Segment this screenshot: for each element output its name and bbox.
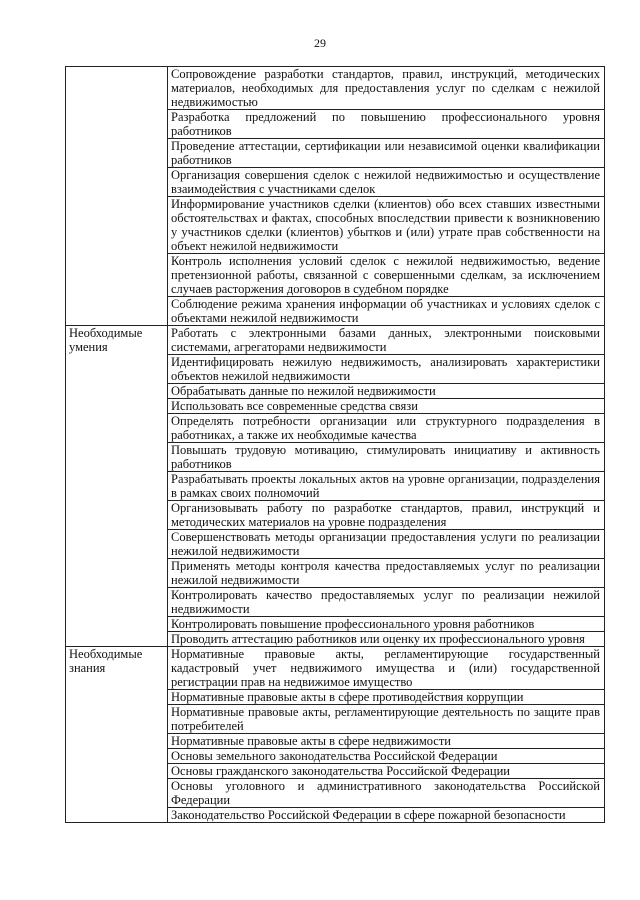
table-row — [66, 67, 605, 110]
requirement-item: Нормативные правовые акты, регламентирующие деятельность по защите прав потребителей — [168, 705, 605, 734]
requirement-item: Основы уголовного и административного законодательства Российской Федерации — [168, 779, 605, 808]
requirement-item: Проведение аттестации, сертификации или независимой оценки квалификации работников — [168, 139, 605, 168]
requirement-item: Идентифицировать нежилую недвижимость, анализировать характеристики объектов нежилой недвижимости — [168, 355, 605, 384]
requirements-table-body — [66, 67, 605, 823]
section-label: Необходимые умения — [66, 326, 168, 647]
requirement-item: Разрабатывать проекты локальных актов на уровне организации, подразделения в рамках своих полномочий — [168, 472, 605, 501]
table-row — [66, 326, 605, 355]
requirement-item: Соблюдение режима хранения информации об участниках и условиях сделок с объектами нежилой недвижимости — [168, 297, 605, 326]
requirement-item: Нормативные правовые акты в сфере противодействия коррупции — [168, 690, 605, 705]
requirement-item: Совершенствовать методы организации предоставления услуги по реализации нежилой недвижимости — [168, 530, 605, 559]
requirement-item: Сопровождение разработки стандартов, правил, инструкций, методических материалов, необходимых для предоставления услуг по сделкам с нежилой недвижимостью — [168, 67, 605, 110]
requirement-item: Работать с электронными базами данных, электронными поисковыми системами, агрегаторами недвижимости — [168, 326, 605, 355]
requirement-item: Контроль исполнения условий сделок с нежилой недвижимостью, ведение претензионной работы, связанной с совершенными сделкам, за исключением случаев расторжения договоров в судебном порядке — [168, 254, 605, 297]
requirement-item: Контролировать качество предоставляемых услуг по реализации нежилой недвижимости — [168, 588, 605, 617]
section-label — [66, 67, 168, 326]
requirement-item: Контролировать повышение профессионального уровня работников — [168, 617, 605, 632]
requirement-item: Основы гражданского законодательства Российской Федерации — [168, 764, 605, 779]
requirement-item: Информирование участников сделки (клиентов) обо всех ставших известными обстоятельствах и фактах, способных впоследствии привести к возникновению у участников сделки (клиентов) убытков и (или) утрате прав собственности на объект нежилой недвижимости — [168, 197, 605, 254]
requirement-item: Организация совершения сделок с нежилой недвижимостью и осуществление взаимодействия с участниками сделок — [168, 168, 605, 197]
page-number: 29 — [314, 36, 326, 50]
requirement-item: Повышать трудовую мотивацию, стимулировать инициативу и активность работников — [168, 443, 605, 472]
requirement-item: Разработка предложений по повышению профессионального уровня работников — [168, 110, 605, 139]
requirement-item: Определять потребности организации или структурного подразделения в работниках, а также их необходимые качества — [168, 414, 605, 443]
requirement-item: Использовать все современные средства связи — [168, 399, 605, 414]
requirement-item: Применять методы контроля качества предоставляемых услуг по реализации нежилой недвижимости — [168, 559, 605, 588]
requirement-item: Проводить аттестацию работников или оценку их профессионального уровня — [168, 632, 605, 647]
requirement-item: Нормативные правовые акты в сфере недвижимости — [168, 734, 605, 749]
requirements-table — [65, 66, 605, 823]
requirement-item: Нормативные правовые акты, регламентирующие государственный кадастровый учет недвижимого имущества и (или) государственной регистрации прав на недвижимое имущество — [168, 647, 605, 690]
requirement-item: Основы земельного законодательства Российской Федерации — [168, 749, 605, 764]
section-label: Необходимые знания — [66, 647, 168, 823]
requirement-item: Организовывать работу по разработке стандартов, правил, инструкций и методических материалов на уровне подразделения — [168, 501, 605, 530]
table-row — [66, 647, 605, 690]
requirement-item: Законодательство Российской Федерации в сфере пожарной безопасности — [168, 808, 605, 823]
requirement-item: Обрабатывать данные по нежилой недвижимости — [168, 384, 605, 399]
